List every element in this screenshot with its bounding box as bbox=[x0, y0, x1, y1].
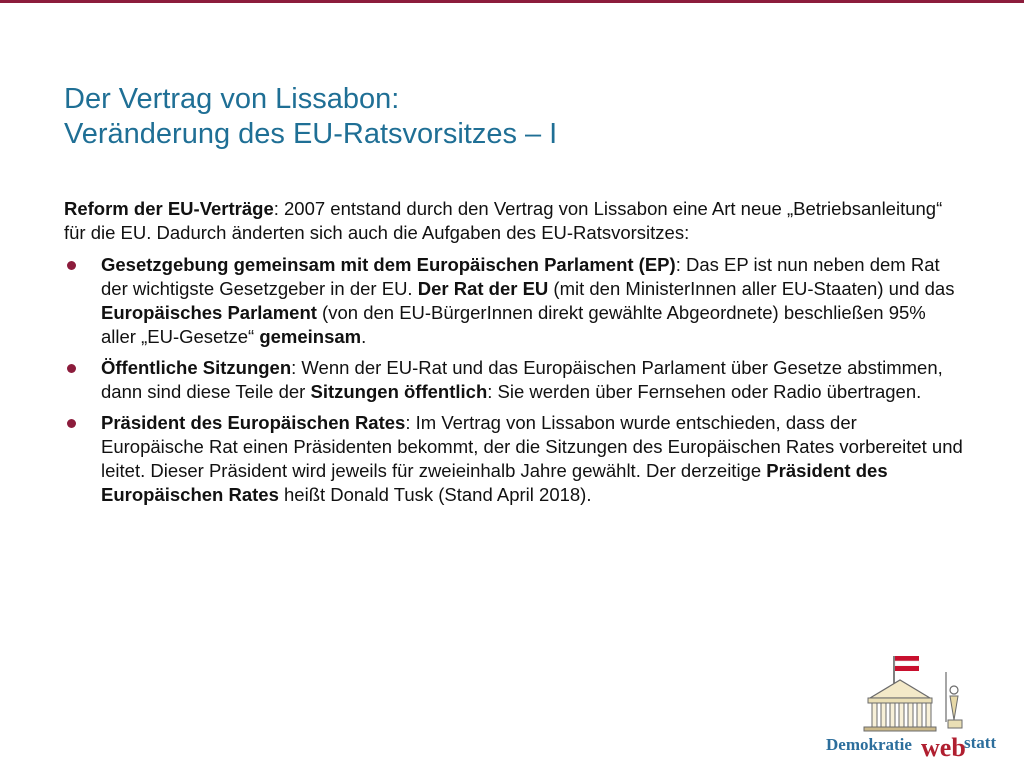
bullet-2-bold-1: Öffentliche Sitzungen bbox=[101, 357, 292, 378]
bullet-item-legislation bbox=[64, 253, 964, 349]
bullet-1-text-4: . bbox=[361, 326, 367, 347]
intro-text: : 2007 entstand durch den Vertrag von Lissabon eine Art neue „Betriebsanleitung“ für die EU. Dadurch änderten sich auch die Aufgaben des EU-Ratsvorsitzes: bbox=[64, 198, 943, 243]
bullet-item-president bbox=[64, 411, 964, 507]
bullet-1-text-2: (mit den MinisterInnen aller EU-Staaten) und das bbox=[548, 278, 955, 299]
bullet-3-bold-1: Präsident des Europäischen Rates bbox=[101, 412, 406, 433]
bullet-1-bold-3: Europäisches Parlament bbox=[101, 302, 317, 323]
intro-bold: Reform der EU-Verträge bbox=[64, 198, 274, 219]
bullet-dot-icon bbox=[67, 261, 76, 270]
bullet-3-text-1: : Im Vertrag von Lissabon wurde entschieden, dass der Europäische Rat einen Präsidenten bekommt, der die Sitzungen des Europäischen Rates vorbereitet und leitet. Dieser Präsident wird jeweils für zweieinhalb Jahre gewählt. Der derzeitige bbox=[101, 412, 963, 481]
title-line-2: Veränderung des EU-Ratsvorsitzes – I bbox=[64, 118, 558, 150]
bullet-1-bold-2: Der Rat der EU bbox=[417, 278, 549, 299]
bullet-dot-icon bbox=[67, 364, 76, 373]
bullet-2-text-2: : Sie werden über Fernsehen oder Radio übertragen. bbox=[487, 381, 922, 402]
intro-paragraph bbox=[64, 197, 964, 245]
logo-word-2: web bbox=[921, 733, 966, 762]
bullet-3-text-2: heißt Donald Tusk (Stand April 2018). bbox=[278, 484, 592, 505]
bullet-2-text-1: : Wenn der EU-Rat und das Europäischen Parlament über Gesetze abstimmen, dann sind diese Teile der bbox=[101, 357, 943, 402]
bullet-3-bold-2: Präsident des Europäischen Rates bbox=[101, 460, 888, 505]
bullet-item-public-sessions bbox=[64, 356, 964, 404]
parliament-building-icon bbox=[818, 650, 1008, 762]
bullet-1-text-1: : Das EP ist nun neben dem Rat der wichtigste Gesetzgeber in der EU. bbox=[101, 254, 940, 299]
bullet-list bbox=[64, 253, 964, 507]
bullet-1-text-3: (von den EU-BürgerInnen direkt gewählte Abgeordnete) beschließen 95% aller „EU-Gesetze“ bbox=[101, 302, 926, 347]
bullet-1-bold-1: Gesetzgebung gemeinsam mit dem Europäischen Parlament (EP) bbox=[101, 254, 676, 275]
slide-title bbox=[64, 82, 964, 152]
logo-word-1: Demokratie bbox=[826, 735, 912, 754]
top-accent-line bbox=[0, 0, 1024, 3]
slide-body bbox=[64, 197, 964, 514]
bullet-dot-icon bbox=[67, 419, 76, 428]
bullet-2-bold-2: Sitzungen öffentlich bbox=[310, 381, 488, 402]
bullet-1-bold-4: gemeinsam bbox=[259, 326, 362, 347]
title-line-1: Der Vertrag von Lissabon: bbox=[64, 83, 400, 115]
demokratiewebstatt-logo bbox=[818, 650, 1008, 762]
logo-word-3: statt bbox=[964, 733, 997, 752]
